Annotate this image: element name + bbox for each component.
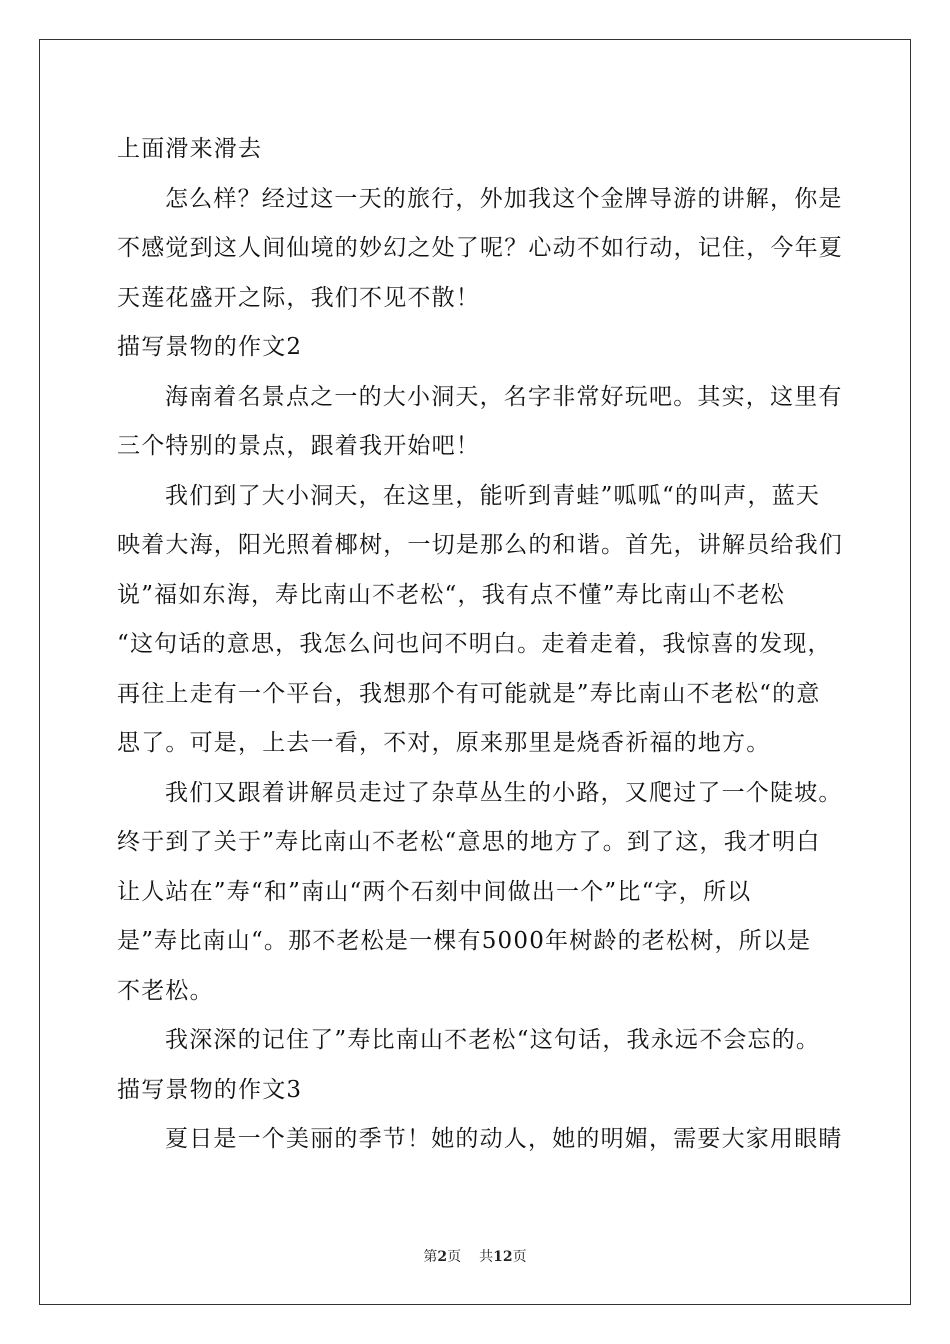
- text-line: 我们又跟着讲解员走过了杂草丛生的小路，又爬过了一个陡坡。: [165, 779, 843, 806]
- text-line: 映着大海，阳光照着椰树，一切是那么的和谐。首先，讲解员给我们: [117, 532, 843, 558]
- text-line: 我们到了大小洞天，在这里，能听到青蛙”呱呱“的叫声，蓝天: [165, 482, 821, 509]
- text-line: 思了。可是，上去一看，不对，原来那里是烧香祈福的地方。: [117, 730, 771, 756]
- text-line: 上面滑来滑去: [117, 136, 263, 162]
- text-line: 再往上走有一个平台，我想那个有可能就是”寿比南山不老松“的意: [117, 680, 821, 707]
- text-line: 怎么样？经过这一天的旅行，外加我这个金牌导游的讲解，你是: [165, 185, 843, 212]
- text-line: 是”寿比南山“。那不老松是一棵有5000年树龄的老松树，所以是: [117, 928, 812, 954]
- text-line: 说”福如东海，寿比南山不老松“，我有点不懂”寿比南山不老松: [117, 581, 786, 608]
- text-line: 海南着名景点之一的大小洞天，名字非常好玩吧。其实，这里有: [165, 383, 843, 410]
- text-line: 描写景物的作文3: [117, 1076, 303, 1103]
- footer-page-number: 2: [437, 1249, 448, 1265]
- footer-total-pages: 12: [493, 1249, 513, 1265]
- footer-total-suffix: 页: [512, 1249, 527, 1265]
- text-line: 不老松。: [117, 977, 214, 1004]
- text-line: 我深深的记住了”寿比南山不老松“这句话，我永远不会忘的。: [165, 1027, 821, 1053]
- footer-page-suffix: 页: [447, 1249, 462, 1265]
- text-line: 终于到了关于”寿比南山不老松“意思的地方了。到了这，我才明白: [117, 829, 821, 855]
- document-body: [117, 125, 843, 1165]
- footer-page-prefix: 第: [423, 1249, 438, 1265]
- text-line: 三个特别的景点，跟着我开始吧！: [117, 433, 480, 459]
- page-footer: [0, 1246, 950, 1266]
- text-line: 让人站在”寿“和”南山“两个石刻中间做出一个”比“字，所以: [117, 878, 752, 905]
- text-line: 天莲花盛开之际，我们不见不散！: [117, 284, 480, 311]
- text-line: 不感觉到这人间仙境的妙幻之处了呢？心动不如行动，记住，今年夏: [117, 235, 843, 261]
- text-line: 描写景物的作文2: [117, 334, 303, 360]
- text-line: “这句话的意思，我怎么问也问不明白。走着走着，我惊喜的发现，: [117, 631, 832, 657]
- footer-total-prefix: 共: [479, 1249, 494, 1265]
- text-line: 夏日是一个美丽的季节！她的动人，她的明媚，需要大家用眼睛: [165, 1126, 843, 1152]
